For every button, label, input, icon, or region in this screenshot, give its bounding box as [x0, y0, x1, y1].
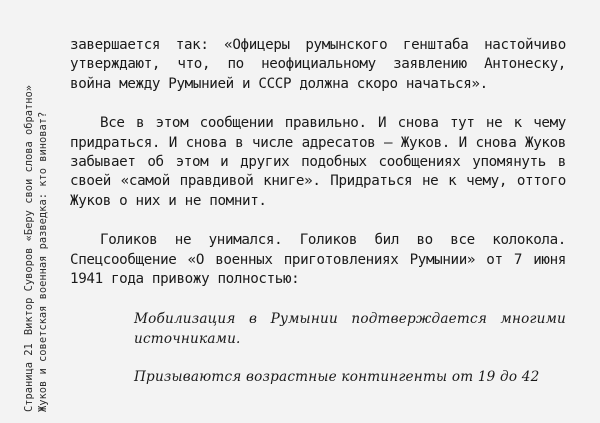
- sidebar-line-1: [22, 32, 36, 412]
- main-text: [70, 36, 566, 405]
- paragraph-2: Все в этом сообщении правильно. И снова тут не к чему придраться. И снова в числе адресатов — Жуков. И снова Жуков забывает об этом и других подобных сообщениях упомянуть в своей «самой правдивой книге». Придраться не к чему, оттого Жуков о них и не помнит.: [70, 115, 566, 209]
- page-number: Страница 21: [23, 343, 35, 412]
- quote-2: Призываются возрастные контингенты от 19 до 42: [134, 369, 540, 386]
- quote-1: Мобилизация в Румынии подтверждается многими источниками.: [134, 311, 566, 348]
- page-sidebar: [22, 32, 50, 412]
- book-title: Виктор Суворов «Беру свои слова обратно»: [23, 84, 35, 336]
- paragraph-3: Голиков не унимался. Голиков бил во все колокола. Спецсообщение «О военных приготовлениях Румынии» от 7 июня 1941 года привожу полностью:: [70, 232, 566, 288]
- paragraph-1: завершается так: «Офицеры румынского генштаба настойчиво утверждают, что, по неофициальному заявлению Антонеску, война между Румынией и СССР должна скоро начаться».: [70, 37, 566, 92]
- book-subtitle: Жуков и советская военная разведка: кто виноват?: [37, 111, 49, 412]
